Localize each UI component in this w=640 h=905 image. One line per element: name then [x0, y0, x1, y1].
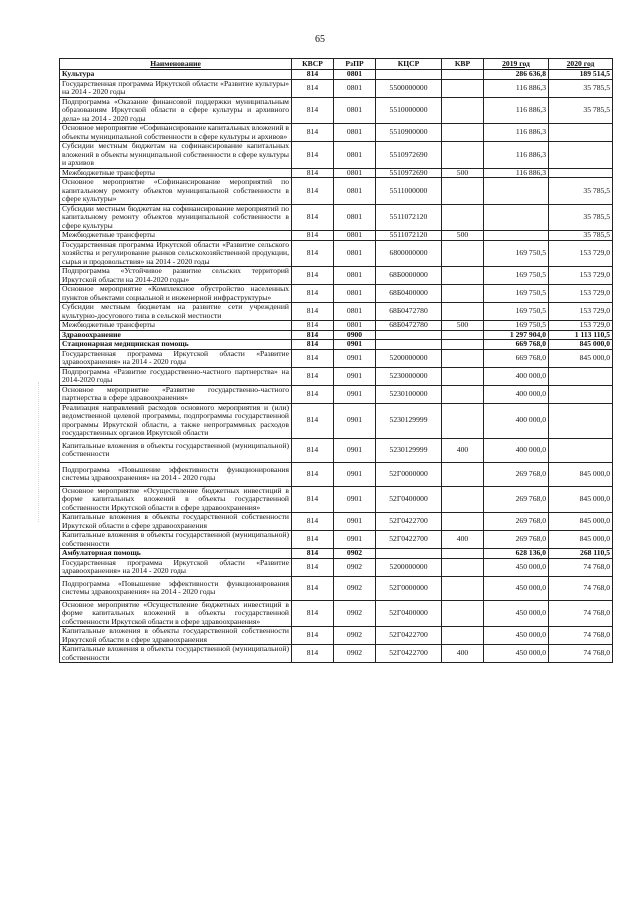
cell-kvsr: 814	[292, 285, 334, 303]
cell-kvr: 400	[442, 645, 484, 663]
cell-2019: 269 768,0	[484, 486, 549, 513]
cell-name: Субсидии местным бюджетам на софинансирование капитальных вложений в объекты муниципальной собственности в сфере культуры и архивов	[60, 142, 292, 169]
cell-2019: 400 000,0	[484, 367, 549, 385]
cell-kvsr: 814	[292, 142, 334, 169]
cell-kcsr: 52Г0000000	[376, 462, 442, 486]
header-2019: 2019 год	[484, 59, 549, 70]
cell-kvr	[442, 97, 484, 124]
cell-kvr	[442, 79, 484, 97]
header-kcsr: КЦСР	[376, 59, 442, 70]
table-row	[60, 549, 613, 559]
cell-rzpr: 0901	[334, 486, 376, 513]
cell-2020: 35 785,5	[549, 97, 613, 124]
cell-rzpr: 0801	[334, 124, 376, 142]
cell-name: Культура	[60, 70, 292, 80]
table-row	[60, 142, 613, 169]
cell-2019: 269 768,0	[484, 462, 549, 486]
cell-kcsr: 52Г0422700	[376, 513, 442, 531]
table-row	[60, 349, 613, 367]
cell-kvr	[442, 303, 484, 321]
cell-name: Межбюджетные трансферты	[60, 321, 292, 331]
cell-2019: 286 636,8	[484, 70, 549, 80]
cell-kvr	[442, 204, 484, 231]
cell-2020	[549, 403, 613, 438]
cell-2019: 169 750,5	[484, 267, 549, 285]
table-row	[60, 97, 613, 124]
cell-kvsr: 814	[292, 627, 334, 645]
cell-2020: 74 768,0	[549, 645, 613, 663]
cell-kvr	[442, 627, 484, 645]
table-row	[60, 385, 613, 403]
table-row	[60, 267, 613, 285]
cell-rzpr: 0801	[334, 321, 376, 331]
cell-rzpr: 0801	[334, 285, 376, 303]
cell-name: Государственная программа Иркутской области «Развитие здравоохранения» на 2014 - 2020 годы	[60, 349, 292, 367]
cell-rzpr: 0902	[334, 627, 376, 645]
cell-kvsr: 814	[292, 124, 334, 142]
table-row	[60, 403, 613, 438]
cell-2019: 116 886,3	[484, 97, 549, 124]
cell-kvsr: 814	[292, 97, 334, 124]
cell-rzpr: 0801	[334, 267, 376, 285]
cell-2019	[484, 231, 549, 241]
cell-kvsr: 814	[292, 513, 334, 531]
table-row	[60, 531, 613, 549]
header-kvsr: КВСР	[292, 59, 334, 70]
cell-name: Основное мероприятие «Софинансирование мероприятий по капитальному ремонту объектов муниципальной собственности в сфере культуры»	[60, 178, 292, 205]
cell-2020: 153 729,0	[549, 240, 613, 267]
table-row	[60, 645, 613, 663]
cell-2019: 116 886,3	[484, 79, 549, 97]
cell-2020: 74 768,0	[549, 600, 613, 627]
cell-name: Основное мероприятие «Осуществление бюджетных инвестиций в форме капитальных вложений в объекты государственной собственности Иркутской области в сфере здравоохранения»	[60, 486, 292, 513]
cell-2020: 153 729,0	[549, 303, 613, 321]
cell-2019: 169 750,5	[484, 240, 549, 267]
cell-2020: 153 729,0	[549, 285, 613, 303]
cell-kcsr: 5511072120	[376, 231, 442, 241]
cell-kvsr: 814	[292, 531, 334, 549]
cell-kcsr: 5510900000	[376, 124, 442, 142]
cell-name: Подпрограмма «Устойчивое развитие сельских территорий Иркутской области на 2014-2020 годы»	[60, 267, 292, 285]
cell-2019: 169 750,5	[484, 321, 549, 331]
table-row	[60, 486, 613, 513]
cell-kvr: 500	[442, 321, 484, 331]
cell-2020: 845 000,0	[549, 531, 613, 549]
cell-kvr	[442, 486, 484, 513]
cell-kvsr: 814	[292, 321, 334, 331]
cell-name: Основное мероприятие «Комплексное обустройство населенных пунктов объектами социальной и инженерной инфраструктуры»	[60, 285, 292, 303]
cell-kcsr: 5200000000	[376, 349, 442, 367]
cell-name: Капитальные вложения в объекты государственной собственности Иркутской области в сфере здравоохранения	[60, 513, 292, 531]
table-row	[60, 231, 613, 241]
cell-name: Государственная программа Иркутской области «Развитие сельского хозяйства и регулирование рынков сельскохозяйственной продукции, сырья и продовольствия» на 2014 - 2020 годы	[60, 240, 292, 267]
cell-kvsr: 814	[292, 600, 334, 627]
cell-2020: 1 113 110,5	[549, 330, 613, 340]
cell-rzpr: 0902	[334, 576, 376, 600]
cell-kcsr: 52Г0422700	[376, 645, 442, 663]
table-row	[60, 79, 613, 97]
margin-mark	[38, 382, 53, 522]
table-row	[60, 627, 613, 645]
cell-kvr	[442, 240, 484, 267]
cell-rzpr: 0901	[334, 438, 376, 462]
table-row	[60, 321, 613, 331]
cell-name: Подпрограмма «Развитие государственно-частного партнерства» на 2014-2020 годы	[60, 367, 292, 385]
cell-rzpr: 0902	[334, 645, 376, 663]
cell-kcsr: 52Г0000000	[376, 576, 442, 600]
cell-kcsr: 5511072120	[376, 204, 442, 231]
cell-2020: 153 729,0	[549, 267, 613, 285]
cell-kvsr: 814	[292, 645, 334, 663]
cell-2020: 74 768,0	[549, 558, 613, 576]
cell-rzpr: 0801	[334, 204, 376, 231]
table-row	[60, 124, 613, 142]
table-row	[60, 204, 613, 231]
cell-kcsr: 5200000000	[376, 558, 442, 576]
cell-rzpr: 0801	[334, 142, 376, 169]
cell-2019: 450 000,0	[484, 576, 549, 600]
cell-2020	[549, 367, 613, 385]
cell-2020: 268 110,5	[549, 549, 613, 559]
cell-kvr: 400	[442, 531, 484, 549]
cell-kvsr: 814	[292, 70, 334, 80]
cell-rzpr: 0902	[334, 600, 376, 627]
cell-kvsr: 814	[292, 168, 334, 178]
cell-kcsr: 5230100000	[376, 385, 442, 403]
cell-name: Капитальные вложения в объекты государственной (муниципальной) собственности	[60, 531, 292, 549]
cell-rzpr: 0901	[334, 513, 376, 531]
cell-2020: 74 768,0	[549, 576, 613, 600]
cell-name: Государственная программа Иркутской области «Развитие культуры» на 2014 - 2020 годы	[60, 79, 292, 97]
table-header-row	[60, 59, 613, 70]
cell-kcsr: 5510972690	[376, 142, 442, 169]
cell-kvr	[442, 267, 484, 285]
cell-rzpr: 0801	[334, 303, 376, 321]
cell-kcsr: 52Г0422700	[376, 531, 442, 549]
cell-rzpr: 0801	[334, 231, 376, 241]
cell-rzpr: 0902	[334, 549, 376, 559]
cell-kcsr: 5230000000	[376, 367, 442, 385]
cell-2020: 845 000,0	[549, 340, 613, 350]
cell-kvr	[442, 367, 484, 385]
budget-table	[59, 58, 613, 663]
cell-kvr	[442, 513, 484, 531]
cell-2019: 269 768,0	[484, 531, 549, 549]
cell-kvsr: 814	[292, 367, 334, 385]
table-row	[60, 70, 613, 80]
cell-2019: 169 750,5	[484, 285, 549, 303]
cell-2020	[549, 438, 613, 462]
cell-kcsr	[376, 549, 442, 559]
cell-kvr	[442, 124, 484, 142]
cell-name: Основное мероприятие «Софинансирование капитальных вложений в объекты муниципальной собственности в сфере культуры и архивов»	[60, 124, 292, 142]
cell-kvr	[442, 576, 484, 600]
cell-name: Основное мероприятие «Осуществление бюджетных инвестиций в форме капитальных вложений в объекты государственной собственности Иркутской области в сфере здравоохранения»	[60, 600, 292, 627]
cell-2019: 400 000,0	[484, 385, 549, 403]
cell-2019: 1 297 904,0	[484, 330, 549, 340]
cell-kvsr: 814	[292, 385, 334, 403]
cell-kcsr: 68Б0472780	[376, 321, 442, 331]
table-row	[60, 576, 613, 600]
cell-2019: 400 000,0	[484, 403, 549, 438]
cell-kcsr	[376, 330, 442, 340]
cell-kvsr: 814	[292, 403, 334, 438]
table-row	[60, 462, 613, 486]
cell-2020: 845 000,0	[549, 462, 613, 486]
cell-name: Здравоохранение	[60, 330, 292, 340]
cell-2019: 450 000,0	[484, 600, 549, 627]
cell-kcsr: 6800000000	[376, 240, 442, 267]
cell-rzpr: 0901	[334, 462, 376, 486]
cell-rzpr: 0901	[334, 349, 376, 367]
table-row	[60, 303, 613, 321]
page-number: 65	[315, 34, 325, 45]
cell-kvr	[442, 549, 484, 559]
cell-kcsr: 52Г0400000	[376, 600, 442, 627]
cell-name: Стационарная медицинская помощь	[60, 340, 292, 350]
cell-name: Подпрограмма «Оказание финансовой поддержки муниципальным образованиям Иркутской области в сфере культуры и архивного дела» на 2014 - 2020 годы	[60, 97, 292, 124]
cell-name: Субсидии местным бюджетам на софинансирование мероприятий по капитальному ремонту объектов муниципальной собственности в сфере культуры	[60, 204, 292, 231]
cell-kcsr: 5230129999	[376, 403, 442, 438]
cell-name: Капитальные вложения в объекты государственной (муниципальной) собственности	[60, 438, 292, 462]
cell-name: Подпрограмма «Повышение эффективности функционирования системы здравоохранения» на 2014 - 2020 годы	[60, 462, 292, 486]
header-name: Наименование	[60, 59, 292, 70]
table-body	[60, 70, 613, 663]
cell-2019: 669 768,0	[484, 349, 549, 367]
cell-rzpr: 0900	[334, 330, 376, 340]
cell-kvsr: 814	[292, 267, 334, 285]
cell-2020: 845 000,0	[549, 486, 613, 513]
header-rzpr: РзПР	[334, 59, 376, 70]
cell-kvsr: 814	[292, 438, 334, 462]
cell-name: Основное мероприятие «Развитие государственно-частного партнерства в сфере здравоохранения»	[60, 385, 292, 403]
cell-kvr	[442, 600, 484, 627]
cell-kvsr: 814	[292, 549, 334, 559]
cell-kvr	[442, 70, 484, 80]
table-row	[60, 240, 613, 267]
cell-2019: 669 768,0	[484, 340, 549, 350]
cell-2019: 269 768,0	[484, 513, 549, 531]
table-row	[60, 513, 613, 531]
cell-kvsr: 814	[292, 240, 334, 267]
table-row	[60, 600, 613, 627]
cell-2020: 35 785,5	[549, 79, 613, 97]
cell-rzpr: 0901	[334, 531, 376, 549]
cell-2020: 845 000,0	[549, 513, 613, 531]
cell-2020: 189 514,5	[549, 70, 613, 80]
cell-2019: 400 000,0	[484, 438, 549, 462]
cell-kvr: 400	[442, 438, 484, 462]
cell-name: Капитальные вложения в объекты государственной (муниципальной) собственности	[60, 645, 292, 663]
cell-name: Амбулаторная помощь	[60, 549, 292, 559]
cell-kvsr: 814	[292, 303, 334, 321]
cell-2020: 74 768,0	[549, 627, 613, 645]
cell-kvr	[442, 178, 484, 205]
cell-name: Межбюджетные трансферты	[60, 168, 292, 178]
cell-kvsr: 814	[292, 79, 334, 97]
cell-kvr: 500	[442, 231, 484, 241]
cell-2019	[484, 204, 549, 231]
cell-kvsr: 814	[292, 178, 334, 205]
cell-kvsr: 814	[292, 340, 334, 350]
cell-kvsr: 814	[292, 204, 334, 231]
cell-2020: 35 785,5	[549, 204, 613, 231]
cell-kvr	[442, 142, 484, 169]
cell-2019: 628 136,0	[484, 549, 549, 559]
cell-kvsr: 814	[292, 231, 334, 241]
cell-kvr: 500	[442, 168, 484, 178]
cell-kcsr: 68Б0472780	[376, 303, 442, 321]
cell-2019: 450 000,0	[484, 558, 549, 576]
cell-kvr	[442, 340, 484, 350]
cell-2019: 169 750,5	[484, 303, 549, 321]
table-row	[60, 340, 613, 350]
cell-2019	[484, 178, 549, 205]
cell-name: Подпрограмма «Повышение эффективности функционирования системы здравоохранения» на 2014 - 2020 годы	[60, 576, 292, 600]
cell-rzpr: 0801	[334, 70, 376, 80]
header-kvr: КВР	[442, 59, 484, 70]
cell-kvr	[442, 285, 484, 303]
cell-kcsr: 5510000000	[376, 97, 442, 124]
cell-kvr	[442, 403, 484, 438]
cell-rzpr: 0901	[334, 367, 376, 385]
cell-rzpr: 0801	[334, 97, 376, 124]
table-row	[60, 178, 613, 205]
cell-2019: 450 000,0	[484, 627, 549, 645]
cell-kvsr: 814	[292, 462, 334, 486]
cell-2020	[549, 168, 613, 178]
cell-2020	[549, 385, 613, 403]
cell-name: Реализация направлений расходов основного мероприятия и (или) ведомственной целевой программы, подпрограммы государственной программы Иркутской области, а также непрограммных расходов государственных органов Иркутской области	[60, 403, 292, 438]
cell-2019: 116 886,3	[484, 168, 549, 178]
cell-kvr	[442, 462, 484, 486]
cell-kcsr: 5500000000	[376, 79, 442, 97]
cell-rzpr: 0901	[334, 403, 376, 438]
cell-2020: 35 785,5	[549, 231, 613, 241]
table-row	[60, 367, 613, 385]
cell-kcsr: 68Б0400000	[376, 285, 442, 303]
cell-2020: 153 729,0	[549, 321, 613, 331]
table-row	[60, 438, 613, 462]
cell-kvr	[442, 330, 484, 340]
cell-kcsr	[376, 70, 442, 80]
cell-kvr	[442, 385, 484, 403]
cell-kcsr: 5230129999	[376, 438, 442, 462]
cell-rzpr: 0801	[334, 178, 376, 205]
header-2020: 2020 год	[549, 59, 613, 70]
cell-2019: 116 886,3	[484, 142, 549, 169]
cell-kcsr: 52Г0422700	[376, 627, 442, 645]
cell-name: Межбюджетные трансферты	[60, 231, 292, 241]
cell-2020	[549, 142, 613, 169]
cell-kcsr: 52Г0400000	[376, 486, 442, 513]
table-row	[60, 285, 613, 303]
cell-rzpr: 0801	[334, 168, 376, 178]
cell-rzpr: 0801	[334, 240, 376, 267]
cell-name: Государственная программа Иркутской области «Развитие здравоохранения» на 2014 - 2020 годы	[60, 558, 292, 576]
cell-2020: 845 000,0	[549, 349, 613, 367]
cell-kvsr: 814	[292, 558, 334, 576]
cell-kvsr: 814	[292, 576, 334, 600]
cell-2019: 116 886,3	[484, 124, 549, 142]
cell-kvr	[442, 349, 484, 367]
cell-rzpr: 0901	[334, 385, 376, 403]
cell-kcsr: 68Б0000000	[376, 267, 442, 285]
cell-kvsr: 814	[292, 330, 334, 340]
cell-2020	[549, 124, 613, 142]
cell-kvsr: 814	[292, 486, 334, 513]
cell-kcsr: 5510972690	[376, 168, 442, 178]
cell-name: Субсидии местным бюджетам на развитие сети учреждений культурно-досугового типа в сельской местности	[60, 303, 292, 321]
cell-kvr	[442, 558, 484, 576]
cell-kcsr: 5511000000	[376, 178, 442, 205]
cell-kvsr: 814	[292, 349, 334, 367]
cell-rzpr: 0902	[334, 558, 376, 576]
cell-rzpr: 0801	[334, 79, 376, 97]
cell-2019: 450 000,0	[484, 645, 549, 663]
cell-kcsr	[376, 340, 442, 350]
cell-rzpr: 0901	[334, 340, 376, 350]
cell-name: Капитальные вложения в объекты государственной собственности Иркутской области в сфере здравоохранения	[60, 627, 292, 645]
cell-2020: 35 785,5	[549, 178, 613, 205]
table-row	[60, 558, 613, 576]
